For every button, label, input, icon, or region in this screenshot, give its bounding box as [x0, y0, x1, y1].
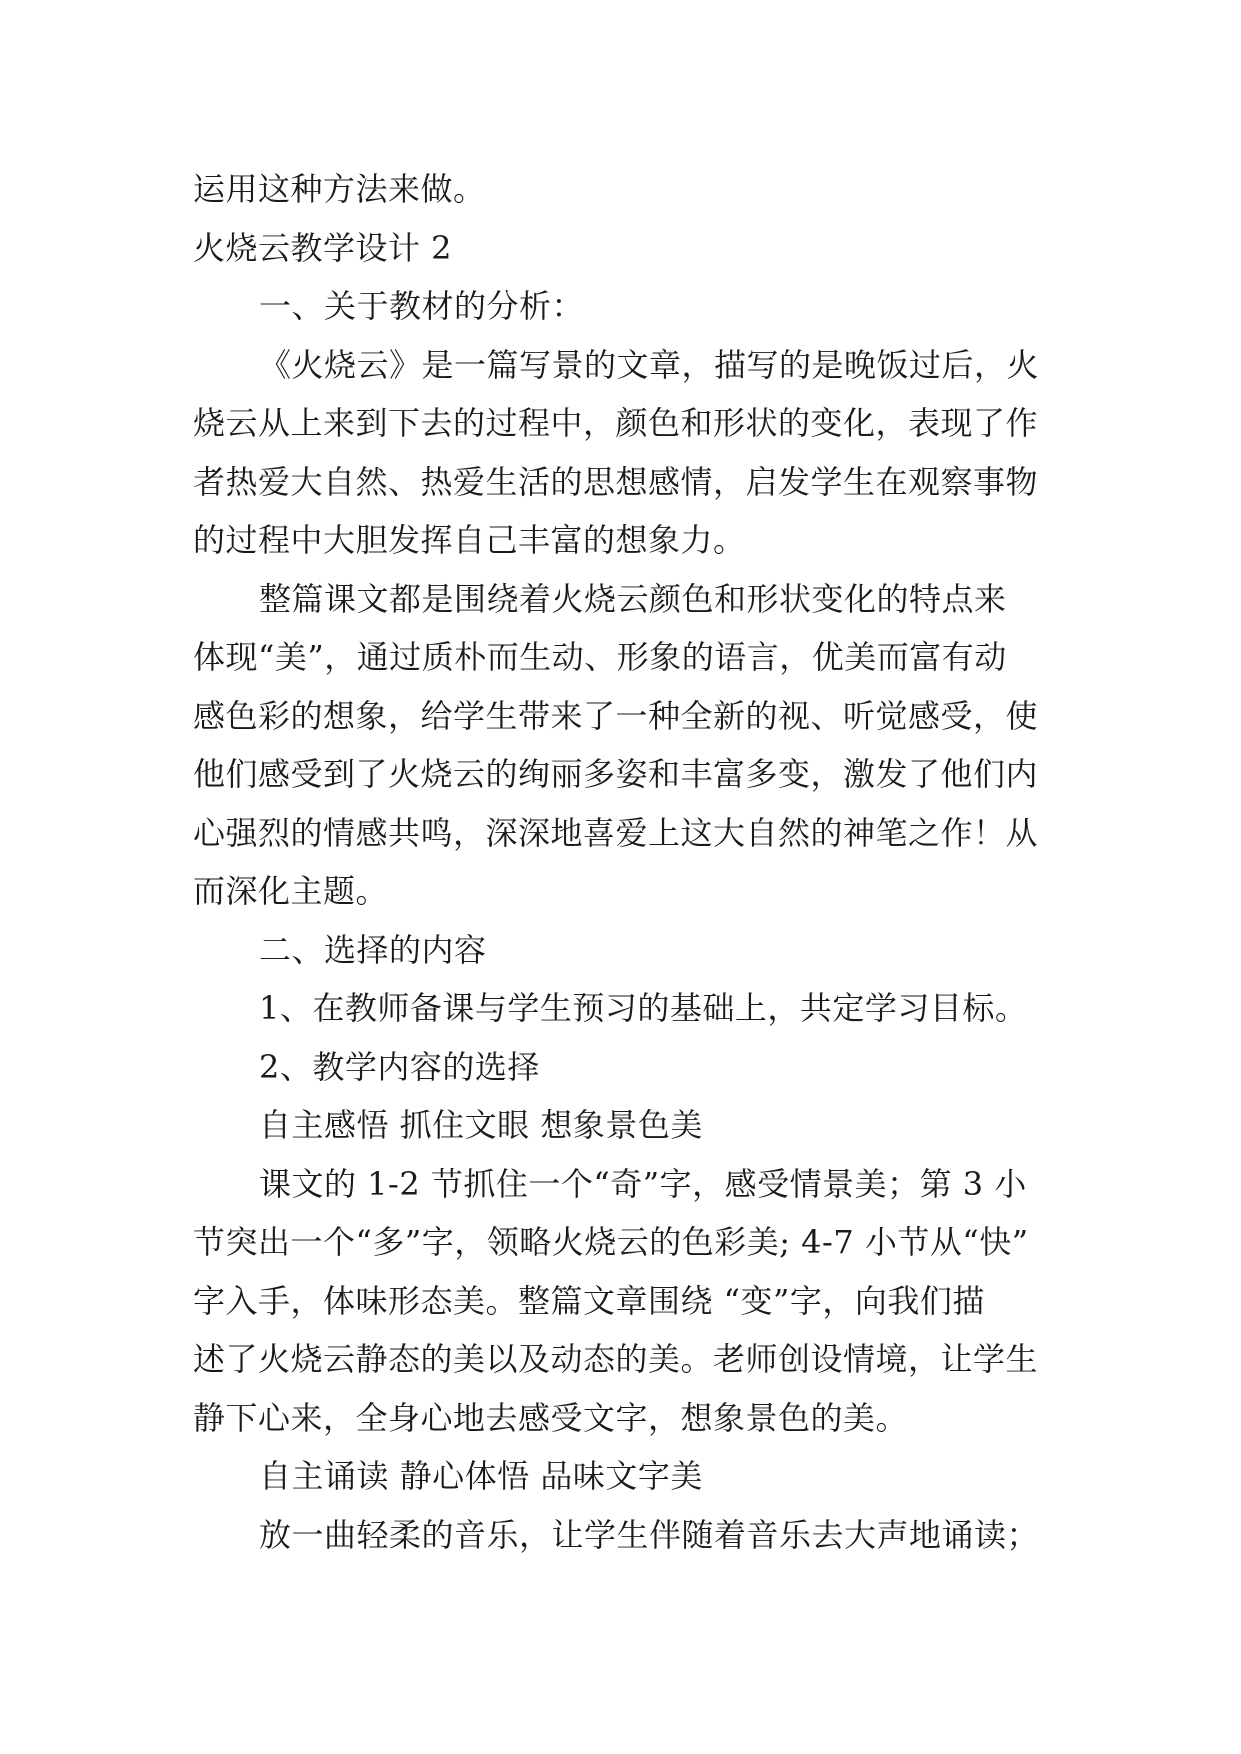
text-line: 的过程中大胆发挥自己丰富的想象力。	[193, 521, 746, 559]
text-line: 心强烈的情感共鸣，深深地喜爱上这大自然的神笔之作！从	[193, 813, 1039, 852]
text-line: 字入手，体味形态美。整篇文章围绕 “变”字，向我们描	[193, 1281, 985, 1320]
section-heading: 一、关于教材的分析：	[259, 287, 585, 325]
section-title: 火烧云教学设计 2	[193, 228, 453, 267]
list-item: 2、教学内容的选择	[259, 1047, 540, 1086]
text-line: 述了火烧云静态的美以及动态的美。老师创设情境，让学生	[193, 1340, 1039, 1378]
text-line: 者热爱大自然、热爱生活的思想感情，启发学生在观察事物	[193, 462, 1039, 501]
text-line: 《火烧云》是一篇写景的文章，描写的是晚饭过后，火	[259, 345, 1040, 384]
text-line: 而深化主题。	[193, 872, 389, 910]
text-line: 节突出一个“多”字，领略火烧云的色彩美; 4-7 小节从“快”	[193, 1223, 1029, 1261]
text-line: 整篇课文都是围绕着火烧云颜色和形状变化的特点来	[259, 579, 1007, 618]
subheading: 自主感悟 抓住文眼 想象景色美	[259, 1106, 703, 1144]
text-line: 放一曲轻柔的音乐，让学生伴随着音乐去大声地诵读；	[259, 1515, 1040, 1554]
text-line: 静下心来，全身心地去感受文字，想象景色的美。	[193, 1398, 909, 1437]
list-item: 1、在教师备课与学生预习的基础上，共定学习目标。	[259, 989, 1028, 1027]
text-line: 感色彩的想象，给学生带来了一种全新的视、听觉感受，使	[193, 696, 1039, 735]
text-line: 体现“美”，通过质朴而生动、形象的语言，优美而富有动	[193, 638, 1007, 676]
text-line: 课文的 1-2 节抓住一个“奇”字，感受情景美；第 3 小	[259, 1164, 1027, 1203]
document-body	[193, 160, 1063, 1564]
text-line: 运用这种方法来做。	[193, 170, 486, 208]
subheading: 自主诵读 静心体悟 品味文字美	[259, 1457, 703, 1495]
section-heading: 二、选择的内容	[259, 930, 487, 969]
text-line: 他们感受到了火烧云的绚丽多姿和丰富多变，激发了他们内	[193, 755, 1039, 793]
text-line: 烧云从上来到下去的过程中，颜色和形状的变化，表现了作	[193, 404, 1039, 442]
